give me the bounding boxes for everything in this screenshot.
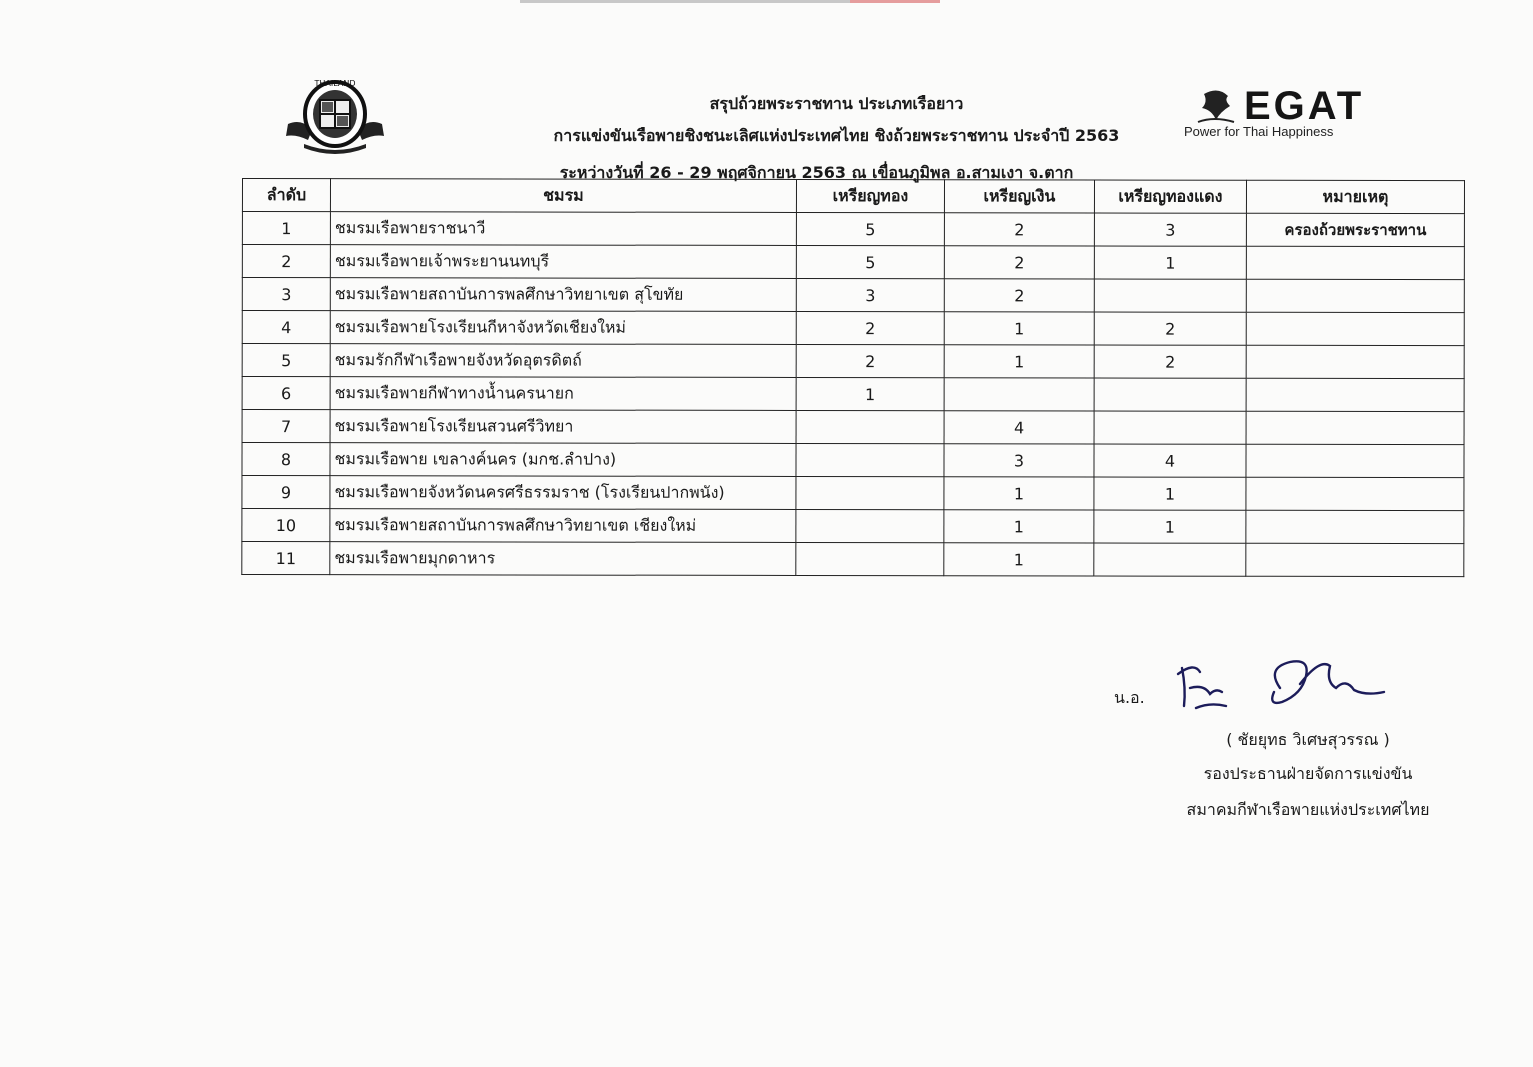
table-row xyxy=(242,311,1464,346)
note-cell: ครองถ้วยพระราชทาน xyxy=(1246,213,1464,246)
bronze-count-cell xyxy=(1094,378,1246,411)
silver-count-cell: 1 xyxy=(944,345,1094,378)
rank-cell: 6 xyxy=(242,377,330,410)
gold-count-cell xyxy=(796,443,944,476)
table-row xyxy=(242,245,1464,280)
bronze-count-cell: 1 xyxy=(1094,477,1246,510)
header-rank: ลำดับ xyxy=(242,179,330,212)
silver-count-cell: 4 xyxy=(944,411,1094,444)
gold-count-cell: 2 xyxy=(796,344,944,377)
club-name-cell: ชมรมเรือพายโรงเรียนกีหาจังหวัดเชียงใหม่ xyxy=(330,311,796,345)
club-name-cell: ชมรมเรือพายสถาบันการพลศึกษาวิทยาเขต เชียงใหม่ xyxy=(330,509,796,543)
gold-count-cell: 1 xyxy=(796,377,944,410)
note-cell xyxy=(1246,279,1464,312)
header-silver: เหรียญเงิน xyxy=(944,180,1094,213)
club-name-cell: ชมรมเรือพาย เขลางค์นคร (มกช.ลำปาง) xyxy=(330,443,796,477)
table-row xyxy=(242,443,1464,478)
silver-count-cell: 2 xyxy=(944,213,1094,246)
silver-count-cell: 3 xyxy=(944,444,1094,477)
rank-cell: 7 xyxy=(242,410,330,443)
silver-count-cell: 1 xyxy=(944,543,1094,576)
silver-count-cell: 2 xyxy=(944,246,1094,279)
gold-count-cell: 5 xyxy=(796,245,944,278)
table-row xyxy=(242,410,1464,445)
club-name-cell: ชมรมเรือพายสถาบันการพลศึกษาวิทยาเขต สุโขทัย xyxy=(330,278,796,312)
handwritten-signature xyxy=(1170,648,1390,728)
table-row xyxy=(242,509,1464,544)
note-cell xyxy=(1246,411,1464,444)
gold-count-cell: 3 xyxy=(796,278,944,311)
rank-cell: 8 xyxy=(242,443,330,476)
signer-rank: น.อ. xyxy=(1114,688,1145,707)
scan-edge-mark-red xyxy=(850,0,940,3)
rank-cell: 1 xyxy=(242,212,330,245)
silver-count-cell: 1 xyxy=(944,312,1094,345)
club-name-cell: ชมรมเรือพายจังหวัดนครศรีธรรมราช (โรงเรียนปากพนัง) xyxy=(330,476,796,510)
rank-cell: 4 xyxy=(242,311,330,344)
gold-count-cell: 5 xyxy=(796,212,944,245)
signer-name: ( ชัยยุทธ วิเศษสุวรรณ ) xyxy=(1226,730,1390,749)
silver-count-cell: 1 xyxy=(944,510,1094,543)
scan-edge-mark xyxy=(520,0,850,3)
table-row xyxy=(242,476,1464,511)
signer-position: รองประธานฝ่ายจัดการแข่งขัน xyxy=(1203,764,1413,783)
gold-count-cell xyxy=(796,509,944,542)
table-row xyxy=(242,377,1464,412)
document-date-venue: ระหว่างวันที่ 26 - 29 พฤศจิกายน 2563 ณ เขื่อนภูมิพล อ.สามเงา จ.ตาก xyxy=(559,163,1074,182)
bronze-count-cell xyxy=(1094,543,1246,576)
table-row xyxy=(242,344,1464,379)
rank-cell: 2 xyxy=(242,245,330,278)
note-cell xyxy=(1246,246,1464,279)
club-name-cell: ชมรมรักกีฬาเรือพายจังหวัดอุตรดิตถ์ xyxy=(330,344,796,378)
note-cell xyxy=(1246,312,1464,345)
table-row xyxy=(242,278,1464,313)
bronze-count-cell: 3 xyxy=(1094,213,1246,246)
header-note: หมายเหตุ xyxy=(1246,180,1464,213)
silver-count-cell xyxy=(944,378,1094,411)
signature-block xyxy=(1100,648,1460,828)
egat-wordmark: EGAT xyxy=(1244,84,1365,128)
medal-results-table xyxy=(241,178,1465,577)
bronze-count-cell: 2 xyxy=(1094,345,1246,378)
rank-cell: 5 xyxy=(242,344,330,377)
silver-count-cell: 2 xyxy=(944,279,1094,312)
document-title: สรุปถ้วยพระราชทาน ประเภทเรือยาว xyxy=(709,94,964,113)
note-cell xyxy=(1246,543,1464,576)
rank-cell: 9 xyxy=(242,476,330,509)
bronze-count-cell: 1 xyxy=(1094,510,1246,543)
svg-text:THAILAND: THAILAND xyxy=(314,79,356,88)
note-cell xyxy=(1246,378,1464,411)
header-bronze: เหรียญทองแดง xyxy=(1094,180,1246,213)
note-cell xyxy=(1246,510,1464,543)
header-club: ชมรม xyxy=(330,179,796,213)
bronze-count-cell xyxy=(1094,411,1246,444)
club-name-cell: ชมรมเรือพายราชนาวี xyxy=(330,212,796,246)
bronze-count-cell: 4 xyxy=(1094,444,1246,477)
club-name-cell: ชมรมเรือพายเจ้าพระยานนทบุรี xyxy=(330,245,796,279)
rank-cell: 10 xyxy=(242,509,330,542)
note-cell xyxy=(1246,444,1464,477)
egat-tagline: Power for Thai Happiness xyxy=(1184,124,1334,139)
bronze-count-cell: 2 xyxy=(1094,312,1246,345)
rank-cell: 11 xyxy=(242,542,330,575)
note-cell xyxy=(1246,477,1464,510)
note-cell xyxy=(1246,345,1464,378)
signer-organization: สมาคมกีฬาเรือพายแห่งประเทศไทย xyxy=(1186,800,1430,819)
document-subtitle: การแข่งขันเรือพายชิงชนะเลิศแห่งประเทศไทย ชิงถ้วยพระราชทาน ประจำปี 2563 xyxy=(553,126,1120,145)
table-header-row xyxy=(242,179,1464,214)
club-name-cell: ชมรมเรือพายมุกดาหาร xyxy=(330,542,796,576)
table-row xyxy=(242,542,1464,577)
gold-count-cell xyxy=(796,542,944,575)
club-name-cell: ชมรมเรือพายโรงเรียนสวนศรีวิทยา xyxy=(330,410,796,444)
silver-count-cell: 1 xyxy=(944,477,1094,510)
bronze-count-cell xyxy=(1094,279,1246,312)
gold-count-cell xyxy=(796,476,944,509)
gold-count-cell xyxy=(796,410,944,443)
rank-cell: 3 xyxy=(242,278,330,311)
bronze-count-cell: 1 xyxy=(1094,246,1246,279)
header-gold: เหรียญทอง xyxy=(796,179,944,212)
club-name-cell: ชมรมเรือพายกีฬาทางน้ำนครนายก xyxy=(330,377,796,411)
gold-count-cell: 2 xyxy=(796,311,944,344)
table-row xyxy=(242,212,1464,247)
